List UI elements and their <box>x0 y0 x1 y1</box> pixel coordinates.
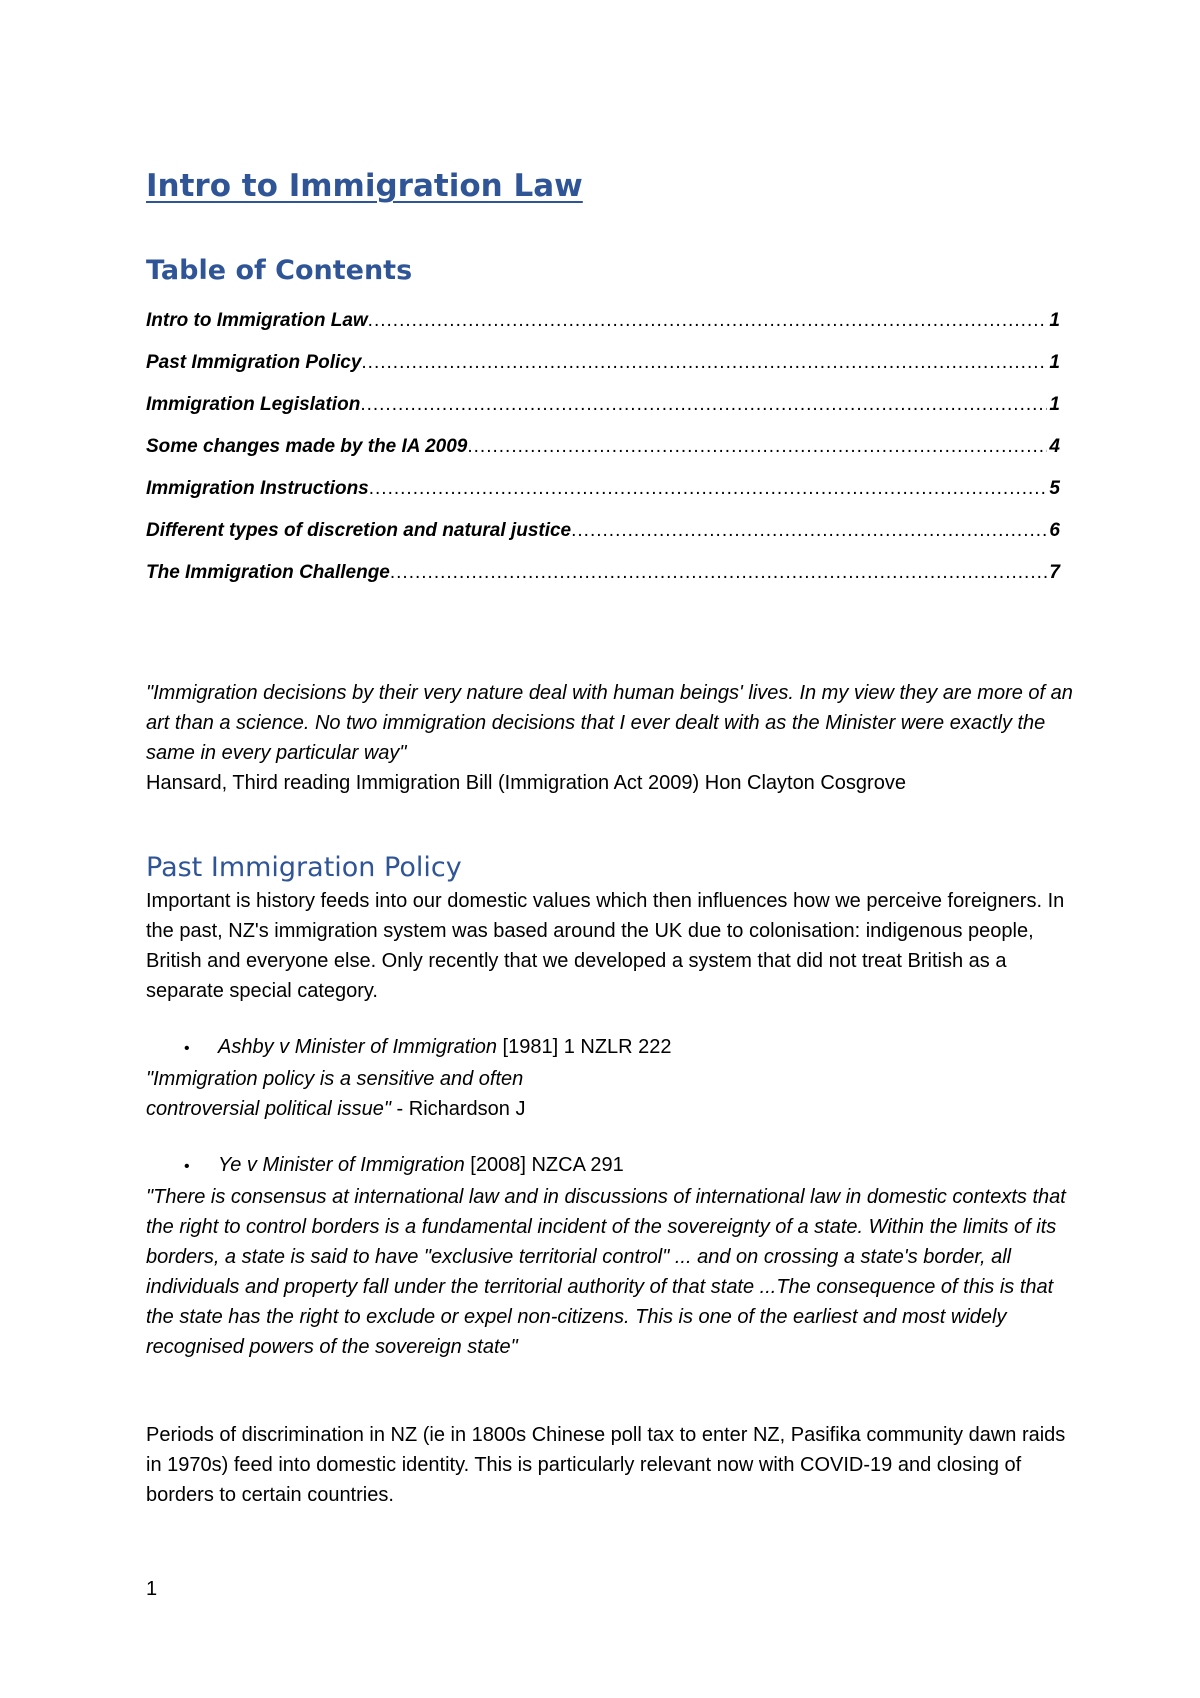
opening-quote <box>146 678 1076 798</box>
toc-entry-page: 6 <box>1049 520 1060 541</box>
toc-entry[interactable] <box>146 436 1060 478</box>
toc-entry-page: 7 <box>1049 562 1060 583</box>
toc-entry[interactable] <box>146 310 1060 352</box>
toc-leader-dots <box>390 562 1048 584</box>
document-title: Intro to Immigration Law <box>146 168 583 204</box>
case-citation: [2008] NZCA 291 <box>464 1154 624 1176</box>
toc-leader-dots <box>361 352 1047 374</box>
toc-leader-dots <box>571 520 1047 542</box>
case-quote <box>146 1064 566 1124</box>
toc-entry[interactable] <box>146 352 1060 394</box>
toc-entry-label[interactable]: Immigration Instructions <box>146 478 369 499</box>
toc-entry-page: 1 <box>1049 394 1060 415</box>
toc-entry-page: 5 <box>1049 478 1060 499</box>
bullet-icon: • <box>184 1040 190 1057</box>
opening-quote-source: Hansard, Third reading Immigration Bill (Immigration Act 2009) Hon Clayton Cosgrove <box>146 772 906 794</box>
toc-entry-label[interactable]: Different types of discretion and natural justice <box>146 520 572 541</box>
case-citation: [1981] 1 NZLR 222 <box>496 1036 672 1058</box>
toc-entry-label[interactable]: The Immigration Challenge <box>146 562 390 583</box>
case-quote-text: "Immigration policy is a sensitive and often controversial political issue" <box>146 1068 524 1120</box>
section-intro-paragraph: Important is history feeds into our domestic values which then influences how we perceive foreigners. In the past, NZ's immigration system was based around the UK due to colonisation: indigenous people, British and everyone else. Only recently that we developed a system that did not treat British as a separate special category. <box>146 890 1065 1002</box>
case-reference <box>146 1150 1076 1362</box>
toc-leader-dots <box>368 310 1048 332</box>
case-bullet-line <box>184 1150 1076 1182</box>
toc-entry[interactable] <box>146 394 1060 436</box>
case-name: Ashby v Minister of Immigration <box>218 1036 497 1058</box>
bullet-icon: • <box>184 1158 190 1175</box>
toc-entry[interactable] <box>146 520 1060 562</box>
case-quote-text: "There is consensus at international law and in discussions of international law in domestic contexts that the right to control borders is a fundamental incident of the sovereignty of a state. Within the limits of its borders, a state is said to have "exclusive territorial control" ... and on crossing a state's border, all individuals and property fall under the territorial authority of that state ...The consequence of this is that the state has the right to exclude or expel non-citizens. This is one of the earliest and most widely recognised powers of the sovereign state" <box>146 1186 1066 1358</box>
toc-leader-dots <box>467 436 1047 458</box>
toc-entry[interactable] <box>146 562 1060 604</box>
toc-leader-dots <box>360 394 1047 416</box>
toc-entry-label[interactable]: Immigration Legislation <box>146 394 361 415</box>
closing-paragraph: Periods of discrimination in NZ (ie in 1800s Chinese poll tax to enter NZ, Pasifika community dawn raids in 1970s) feed into domestic identity. This is particularly relevant now with COVID-19 and closing of borders to certain countries. <box>146 1424 1066 1506</box>
toc-entry-label[interactable]: Intro to Immigration Law <box>146 310 368 331</box>
toc-entry-label[interactable]: Past Immigration Policy <box>146 352 362 373</box>
case-attribution: - Richardson J <box>390 1098 526 1120</box>
case-name: Ye v Minister of Immigration <box>218 1154 465 1176</box>
toc-leader-dots <box>369 478 1048 500</box>
case-quote <box>146 1182 1076 1362</box>
toc-entry[interactable] <box>146 478 1060 520</box>
section-heading: Past Immigration Policy <box>146 852 462 883</box>
toc-entry-page: 4 <box>1049 436 1060 457</box>
case-reference <box>146 1032 1076 1124</box>
toc-entry-page: 1 <box>1049 352 1060 373</box>
page-number: 1 <box>146 1578 158 1600</box>
toc-entry-label[interactable]: Some changes made by the IA 2009 <box>146 436 468 457</box>
table-of-contents <box>146 310 1060 604</box>
case-bullet-line <box>184 1032 1076 1064</box>
opening-quote-text: "Immigration decisions by their very nature deal with human beings' lives. In my view they are more of an art than a science. No two immigration decisions that I ever dealt with as the Minister were exactly the same in every particular way" <box>146 682 1073 764</box>
toc-entry-page: 1 <box>1049 310 1060 331</box>
toc-heading: Table of Contents <box>146 255 413 286</box>
